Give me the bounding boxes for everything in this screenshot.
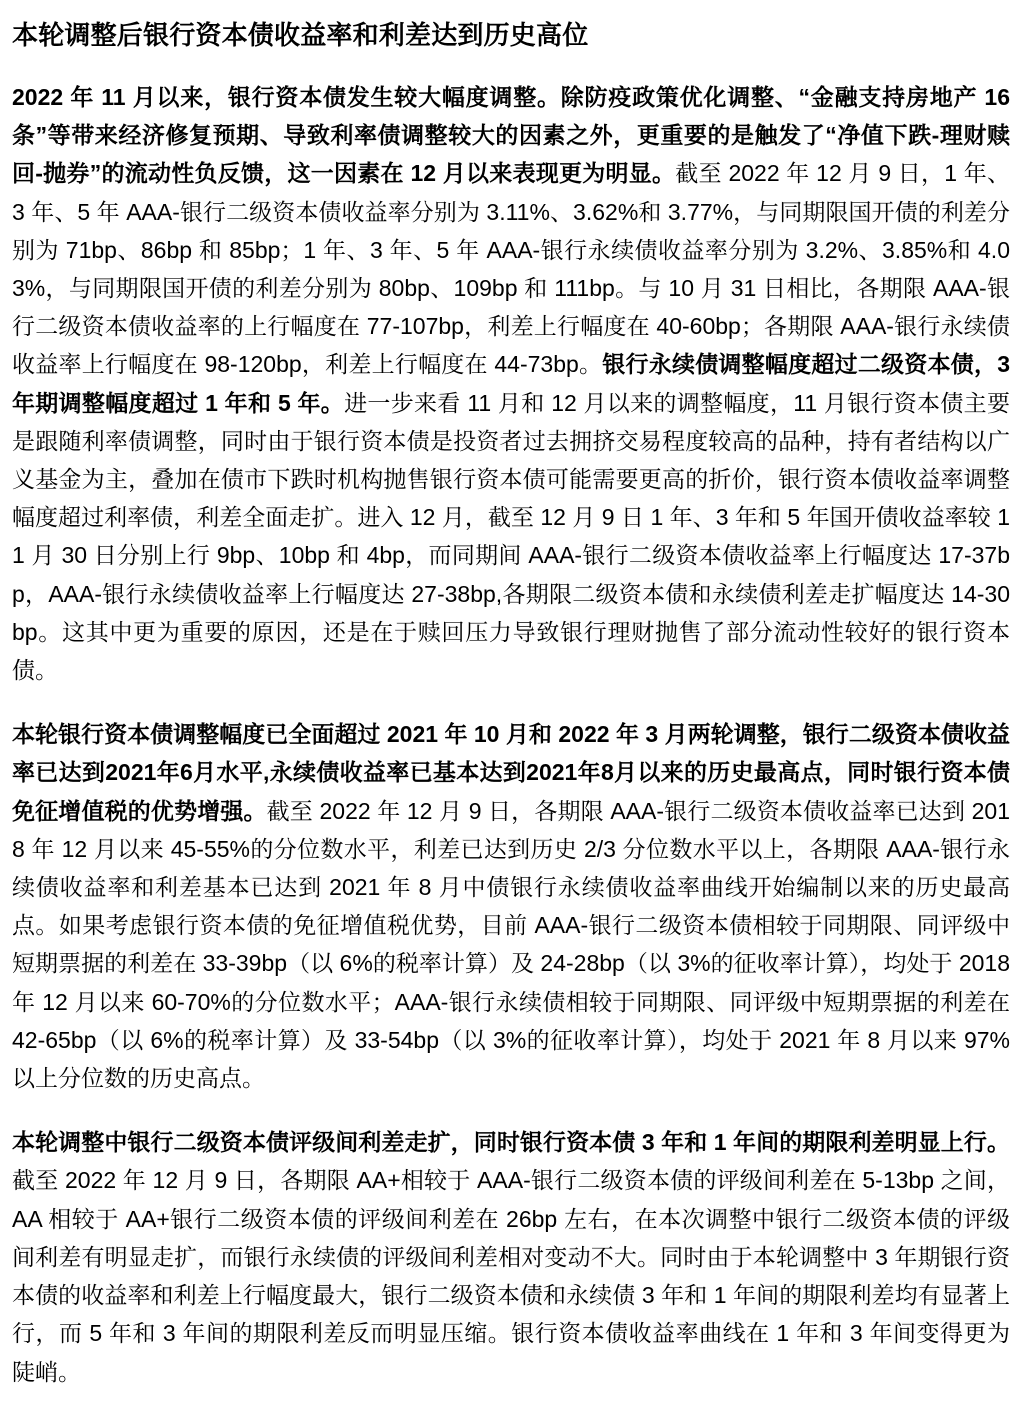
paragraph-3-run-2: 截至 2022 年 12 月 9 日，各期限 AA+相较于 AAA-银行二级资本债的评级间利差在 5-13bp 之间，AA 相较于 AA+银行二级资本债的评级间利差在 26bp 左右，在本次调整中银行二级资本债的评级间利差有明显走扩，而银行永续债的评级间利差相对变动不大。同时由于本轮调整中 3 年期银行资本债的收益率和利差上行幅度最大，银行二级资本债和永续债 3 年和 1 年间的期限利差均有显著上行，而 5 年和 3 年间的期限利差反而明显压缩。银行资本债收益率曲线在 1 年和 3 年间变得更为陡峭。 <box>12 1167 1010 1385</box>
paragraph-3-run-1: 本轮调整中银行二级资本债评级间利差走扩，同时银行资本债 3 年和 1 年间的期限利差明显上行。 <box>12 1129 1010 1156</box>
paragraph-1-run-1: 2022 年 11 月以来，银行资本债发生较大幅度调整。除防疫政策优化调整、“金融支持房地产 16 条”等带来经济修复预期、导致利率债调整较大的因素之外，更重要的是触发了“净值下跌-理财赎回-抛券”的流动性负反馈，这一因素在 12 月以来表现更为明显。 <box>12 84 1010 187</box>
paragraph-2-run-2: 截至 2022 年 12 月 9 日，各期限 AAA-银行二级资本债收益率已达到 2018 年 12 月以来 45-55%的分位数水平，利差已达到历史 2/3 分位数水平以上，各期限 AAA-银行永续债收益率和利差基本已达到 2021 年 8 月中债银行永续债收益率曲线开始编制以来的历史最高点。如果考虑银行资本债的免征增值税优势，目前 AAA-银行二级资本债相较于同期限、同评级中短期票据的利差在 33-39bp（以 6%的税率计算）及 24-28bp（以 3%的征收率计算），均处于 2018 年 12 月以来 60-70%的分位数水平；AAA-银行永续债相较于同期限、同评级中短期票据的利差在 42-65bp（以 6%的税率计算）及 33-54bp（以 3%的征收率计算），均处于 2021 年 8 月以来 97%以上分位数的历史高点。 <box>12 797 1011 1092</box>
paragraph-2 <box>12 715 1010 1097</box>
paragraph-1 <box>12 78 1010 689</box>
page-title: 本轮调整后银行资本债收益率和利差达到历史高位 <box>12 20 589 50</box>
paragraph-1-run-2: 截至 2022 年 12 月 9 日，1 年、3 年、5 年 AAA-银行二级资本债收益率分别为 3.11%、3.62%和 3.77%，与同期限国开债的利差分别为 71bp、86bp 和 85bp；1 年、3 年、5 年 AAA-银行永续债收益率分别为 3.2%、3.85%和 4.03%，与同期限国开债的利差分别为 80bp、109bp 和 111bp。与 10 月 31 日相比，各期限 AAA-银行二级资本债收益率的上行幅度在 77-107bp，利差上行幅度在 40-60bp；各期限 AAA-银行永续债收益率上行幅度在 98-120bp，利差上行幅度在 44-73bp。 <box>12 160 1010 378</box>
paragraph-1-run-4: 进一步来看 11 月和 12 月以来的调整幅度，11 月银行资本债主要是跟随利率债调整，同时由于银行资本债是投资者过去拥挤交易程度较高的品种，持有者结构以广义基金为主，叠加在债市下跌时机构抛售银行资本债可能需要更高的折价，银行资本债收益率调整幅度超过利率债，利差全面走扩。进入 12 月，截至 12 月 9 日 1 年、3 年和 5 年国开债收益率较 11 月 30 日分别上行 9bp、10bp 和 4bp，而同期间 AAA-银行二级资本债收益率上行幅度达 17-37bp，AAA-银行永续债收益率上行幅度达 27-38bp,各期限二级资本债和永续债利差走扩幅度达 14-30bp。这其中更为重要的原因，还是在于赎回压力导致银行理财抛售了部分流动性较好的银行资本债。 <box>12 389 1010 684</box>
paragraph-1-run-3: 银行永续债调整幅度超过二级资本债，3 年期调整幅度超过 1 年和 5 年。 <box>12 351 1010 416</box>
paragraph-2-run-1: 本轮银行资本债调整幅度已全面超过 2021 年 10 月和 2022 年 3 月两轮调整，银行二级资本债收益率已达到2021年6月水平,永续债收益率已基本达到2021年8月以来的历史最高点，同时银行资本债免征增值税的优势增强。 <box>12 721 1010 824</box>
paragraph-3 <box>12 1123 1010 1390</box>
